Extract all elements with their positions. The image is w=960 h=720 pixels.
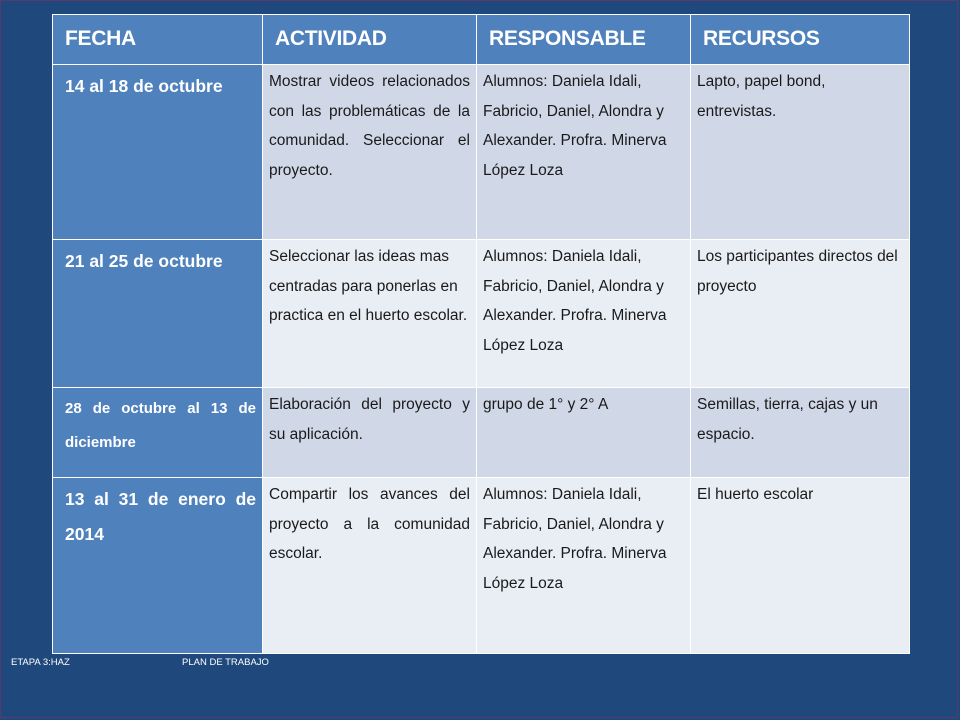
row-date: 14 al 18 de octubre <box>53 65 263 240</box>
row-date: 28 de octubre al 13 de diciembre <box>53 388 263 478</box>
row-resources: El huerto escolar <box>691 478 910 654</box>
header-responsable: RESPONSABLE <box>477 15 691 65</box>
row-activity: Elaboración del proyecto y su aplicación. <box>263 388 477 478</box>
table-row <box>53 65 910 240</box>
table-header-row <box>53 15 910 65</box>
row-date: 21 al 25 de octubre <box>53 240 263 388</box>
footer-plan-label: PLAN DE TRABAJO <box>182 657 269 668</box>
row-date: 13 al 31 de enero de 2014 <box>53 478 263 654</box>
table-row <box>53 388 910 478</box>
row-responsible: Alumnos: Daniela Idali, Fabricio, Daniel, Alondra y Alexander. Profra. Minerva López Loza <box>477 240 691 388</box>
footer-stage-label: ETAPA 3:HAZ <box>11 657 70 668</box>
row-activity: Seleccionar las ideas mas centradas para ponerlas en practica en el huerto escolar. <box>263 240 477 388</box>
row-resources: Semillas, tierra, cajas y un espacio. <box>691 388 910 478</box>
row-responsible: Alumnos: Daniela Idali, Fabricio, Daniel, Alondra y Alexander. Profra. Minerva López Loza <box>477 65 691 240</box>
table-row <box>53 478 910 654</box>
header-fecha: FECHA <box>53 15 263 65</box>
row-resources: Lapto, papel bond, entrevistas. <box>691 65 910 240</box>
row-activity: Compartir los avances del proyecto a la comunidad escolar. <box>263 478 477 654</box>
table-row <box>53 240 910 388</box>
row-responsible: Alumnos: Daniela Idali, Fabricio, Daniel, Alondra y Alexander. Profra. Minerva López Loza <box>477 478 691 654</box>
row-responsible: grupo de 1° y 2° A <box>477 388 691 478</box>
header-actividad: ACTIVIDAD <box>263 15 477 65</box>
row-activity: Mostrar videos relacionados con las problemáticas de la comunidad. Seleccionar el proyecto. <box>263 65 477 240</box>
row-resources: Los participantes directos del proyecto <box>691 240 910 388</box>
work-plan-table <box>52 14 910 654</box>
header-recursos: RECURSOS <box>691 15 910 65</box>
